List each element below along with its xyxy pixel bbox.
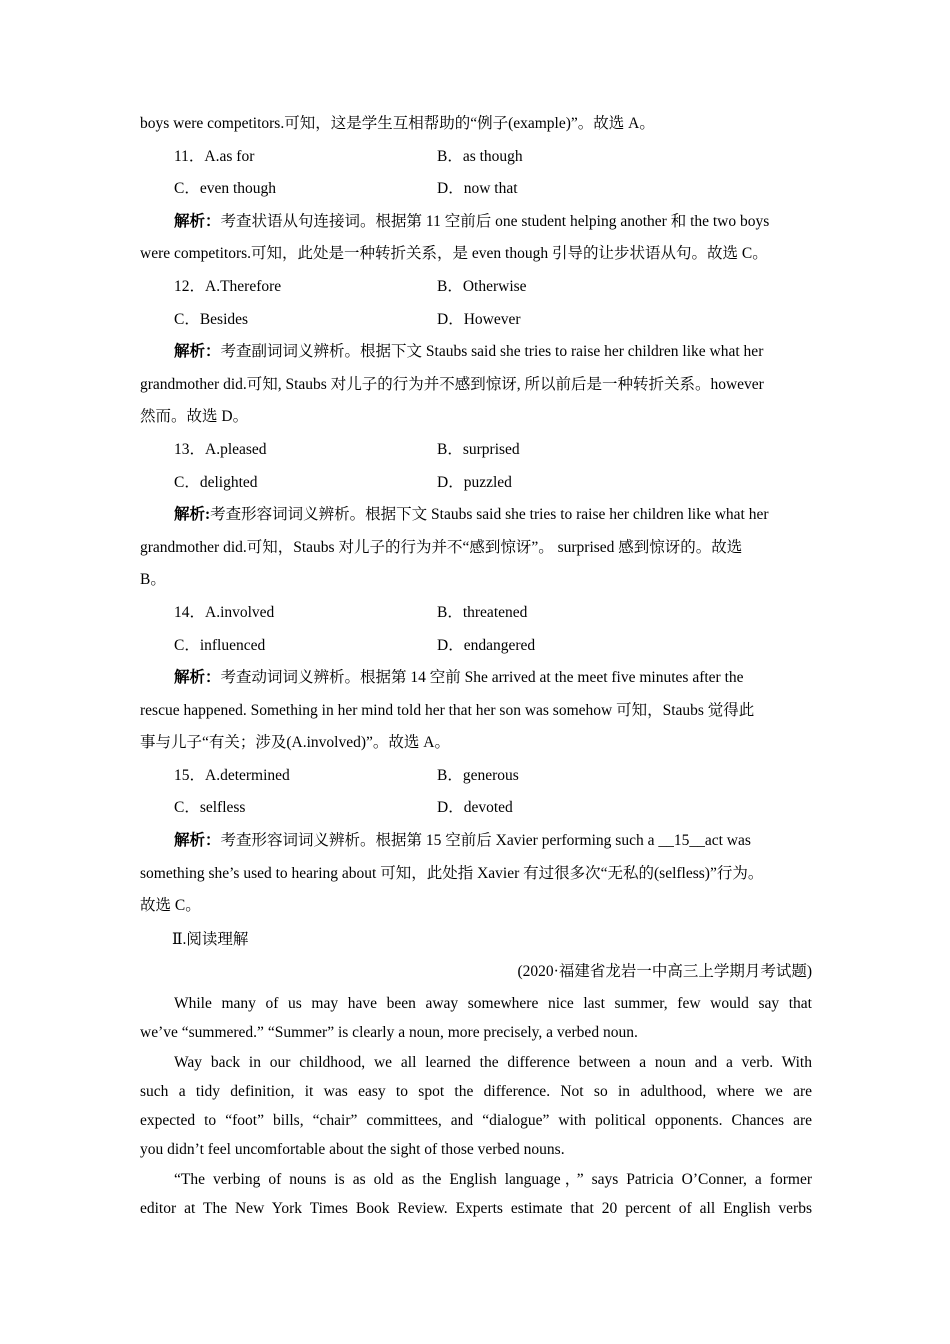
explanation-label: 解析： [174, 832, 221, 850]
option-c: C．selfless [174, 799, 246, 817]
passage-paragraph [140, 1165, 812, 1223]
question-block [140, 760, 812, 923]
option-a: 11．A.as for [174, 147, 255, 165]
option-a: 13．A.pleased [174, 440, 267, 458]
option-d: D．now that [437, 180, 518, 198]
option-b: B．surprised [437, 440, 520, 458]
option-d: D．devoted [437, 799, 513, 817]
question-block [140, 141, 812, 271]
document-page [140, 108, 812, 1223]
explanation-line [140, 695, 812, 728]
explanation-text: 事与儿子“有关；涉及(A.involved)”。故选 A。 [140, 734, 450, 752]
option-d: D．endangered [437, 636, 536, 654]
passage-line: we’ve “summered.” “Summer” is clearly a noun, more precisely, a verbed noun. [140, 1023, 638, 1041]
explanation-line [140, 662, 812, 695]
q10-explanation-tail: boys were competitors.可知，这是学生互相帮助的“例子(example)”。故选 A。 [140, 115, 655, 132]
passage-line: Way back in our childhood, we all learned the difference between a noun and a verb. With [174, 1053, 812, 1071]
option-a: 14．A.involved [174, 603, 275, 621]
explanation-text: 考查状语从句连接词。根据第 11 空前后 one student helping another 和 the two boys [220, 212, 770, 230]
explanation-line [140, 532, 812, 565]
option-b: B．as though [437, 147, 523, 165]
option-c: C．Besides [174, 310, 249, 328]
explanation-text: 考查形容词词义辨析。根据下文 Staubs said she tries to raise her children like what her [210, 506, 769, 524]
option-row [140, 792, 812, 825]
explanation-line [140, 336, 812, 369]
option-row [140, 630, 812, 663]
explanation-line [140, 858, 812, 891]
passage-paragraph [140, 989, 812, 1047]
section-title: Ⅱ.阅读理解 [172, 930, 249, 948]
explanation-text: 考查形容词词义辨析。根据第 15 空前后 Xavier performing such a __15__act was [220, 832, 751, 850]
option-c: C．delighted [174, 473, 258, 491]
option-row [140, 434, 812, 467]
option-a: 15．A.determined [174, 766, 290, 784]
explanation-line [140, 206, 812, 239]
explanation-text: rescue happened. Something in her mind told her that her son was somehow 可知，Staubs 觉得此 [140, 701, 755, 719]
question-list [140, 141, 812, 923]
explanation-line [140, 369, 812, 402]
option-row [140, 597, 812, 630]
passage-line: expected to “foot” bills, “chair” committees, and “dialogue” with political opponents. Chances are [140, 1111, 812, 1129]
explanation-line [140, 564, 812, 597]
option-a: 12．A.Therefore [174, 277, 282, 295]
option-row [140, 304, 812, 337]
explanation-line [140, 825, 812, 858]
question-block [140, 271, 812, 434]
explanation-text: 考查动词词义辨析。根据第 14 空前 She arrived at the meet five minutes after the [220, 669, 744, 687]
option-d: D．However [437, 310, 521, 328]
explanation-text: grandmother did.可知，Staubs 对儿子的行为并不“感到惊讶”。 surprised 感到惊讶的。故选 [140, 538, 743, 556]
question-block [140, 597, 812, 760]
option-row [140, 271, 812, 304]
explanation-label: 解析： [174, 212, 221, 230]
option-b: B．generous [437, 766, 519, 784]
option-row [140, 173, 812, 206]
option-row [140, 141, 812, 174]
explanation-line [140, 238, 812, 271]
passage-line: such a tidy definition, it was easy to spot the difference. Not so in adulthood, where we are [140, 1082, 812, 1100]
explanation-text: grandmother did.可知, Staubs 对儿子的行为并不感到惊讶, 所以前后是一种转折关系。however [140, 375, 764, 393]
option-c: C．even though [174, 180, 277, 198]
explanation-label: 解析： [174, 669, 221, 687]
explanation-line [140, 890, 812, 923]
option-row [140, 760, 812, 793]
passage-line: While many of us may have been away somewhere nice last summer, few would say that [174, 994, 812, 1012]
reading-passage [140, 989, 812, 1223]
option-row [140, 467, 812, 500]
option-d: D．puzzled [437, 473, 512, 491]
question-block [140, 434, 812, 597]
explanation-label: 解析: [174, 506, 211, 524]
passage-line: “The verbing of nouns is as old as the English language，” says Patricia O’Conner, a former [174, 1170, 812, 1188]
passage-paragraph [140, 1048, 812, 1164]
explanation-text: 然而。故选 D。 [140, 408, 249, 426]
explanation-label: 解析： [174, 343, 221, 361]
explanation-line [140, 401, 812, 434]
explanation-text: B。 [140, 571, 166, 589]
explanation-text: 故选 C。 [140, 897, 201, 915]
passage-line: editor at The New York Times Book Review. Experts estimate that 20 percent of all English verbs [140, 1199, 812, 1217]
explanation-text: 考查副词词义辨析。根据下文 Staubs said she tries to raise her children like what her [220, 343, 764, 361]
passage-line: you didn’t feel uncomfortable about the sight of those verbed nouns. [140, 1140, 565, 1158]
explanation-line [140, 499, 812, 532]
option-c: C．influenced [174, 636, 266, 654]
explanation-text: were competitors.可知，此处是一种转折关系，是 even though 引导的让步状语从句。故选 C。 [140, 245, 768, 263]
passage-source: (2020·福建省龙岩一中高三上学期月考试题) [517, 962, 812, 980]
explanation-line [140, 727, 812, 760]
explanation-text: something she’s used to hearing about 可知，此处指 Xavier 有过很多次“无私的(selfless)”行为。 [140, 864, 764, 882]
option-b: B．Otherwise [437, 277, 527, 295]
option-b: B．threatened [437, 603, 528, 621]
